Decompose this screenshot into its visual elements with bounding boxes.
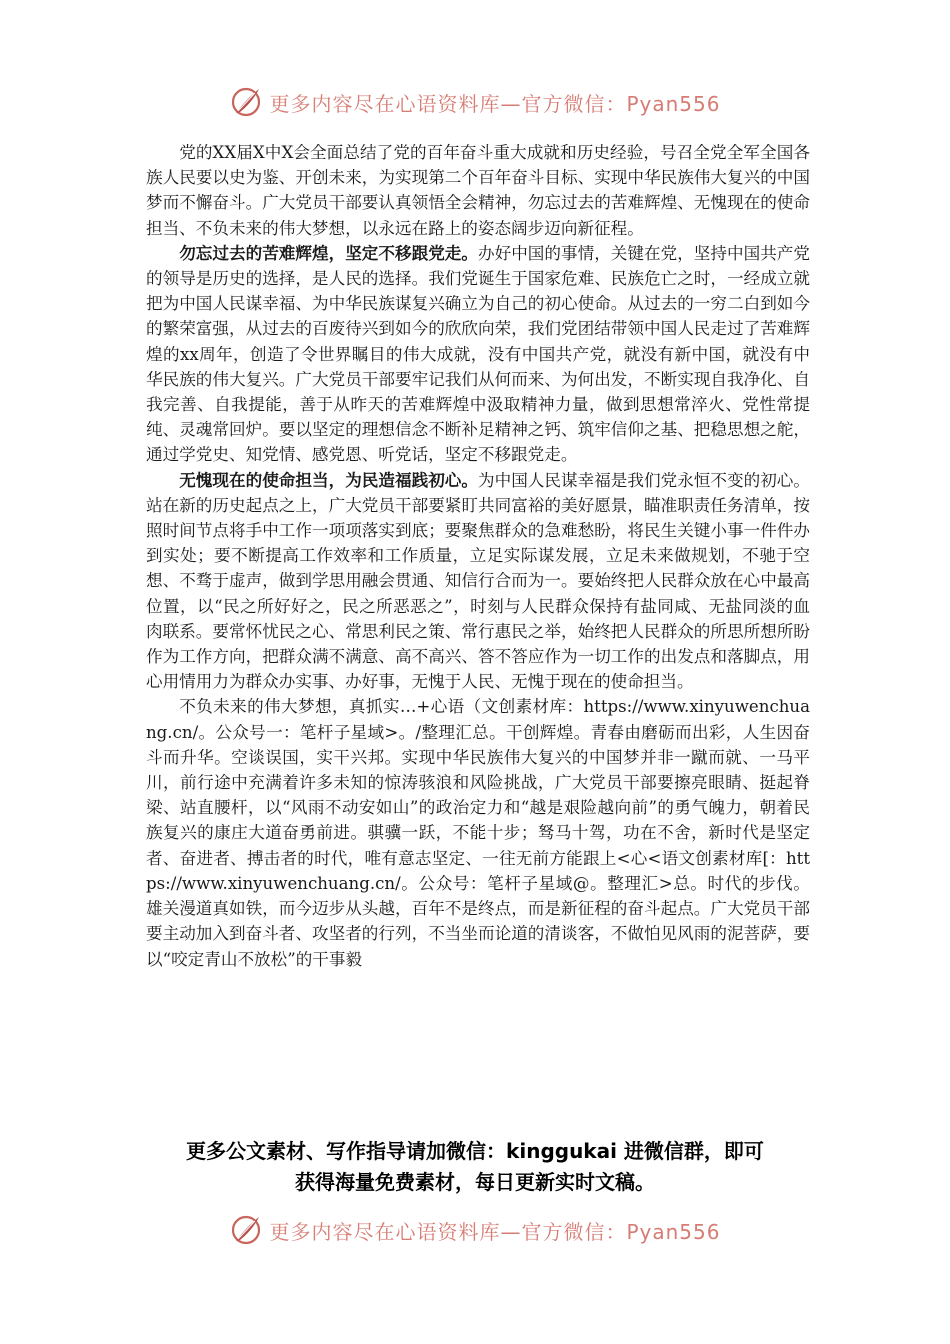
header-banner-text: 更多内容尽在心语资料库—官方微信：Pyan556 — [269, 91, 721, 116]
paragraph-text: 党的XX届X中X会全面总结了党的百年奋斗重大成就和历史经验，号召全党全军全国各族人民要以史为鉴、开创未来，为实现第二个百年奋斗目标、实现中华民族伟大复兴的中国梦而不懈奋斗。广大党员干部要认真领悟全会精神，勿忘过去的苦难辉煌、无愧现在的使命担当、不负未来的伟大梦想，以永远在路上的姿态阔步迈向新征程。 — [146, 143, 810, 238]
section-heading: 勿忘过去的苦难辉煌，坚定不移跟党走。 — [179, 243, 478, 263]
paragraph-section-3 — [146, 694, 810, 971]
footer-banner — [0, 1208, 950, 1252]
paragraph-section-1 — [146, 241, 810, 468]
article-body — [146, 140, 810, 972]
section-heading: 无愧现在的使命担当，为民造福践初心。 — [179, 470, 478, 490]
wechat-ad — [120, 1136, 830, 1198]
ad-line-1: 更多公文素材、写作指导请加微信：kinggukai 进微信群，即可 — [186, 1139, 764, 1163]
feather-pen-icon — [229, 1213, 263, 1247]
paragraph-text: 为中国人民谋幸福是我们党永恒不变的初心。站在新的历史起点之上，广大党员干部要紧盯共同富裕的美好愿景，瞄准职责任务清单，按照时间节点将手中工作一项项落实到底；要聚焦群众的急难愁盼，将民生关键小事一件件办到实处；要不断提高工作效率和工作质量，立足实际谋发展，立足未来做规划，不驰于空想、不骛于虚声，做到学思用融会贯通、知信行合而为一。要始终把人民群众放在心中最高位置，以“民之所好好之，民之所恶恶之”，时刻与人民群众保持有盐同咸、无盐同淡的血肉联系。要常怀忧民之心、常思利民之策、常行惠民之举，始终把人民群众的所思所想所盼作为工作方向，把群众满不满意、高不高兴、答不答应作为一切工作的出发点和落脚点，用心用情用力为群众办实事、办好事，无愧于人民、无愧于现在的使命担当。 — [146, 470, 811, 692]
paragraph-intro — [146, 140, 810, 241]
header-banner — [0, 80, 950, 124]
paragraph-section-2 — [146, 468, 810, 695]
footer-banner-text: 更多内容尽在心语资料库—官方微信：Pyan556 — [269, 1219, 721, 1244]
paragraph-text: 办好中国的事情，关键在党，坚持中国共产党的领导是历史的选择，是人民的选择。我们党诞生于国家危难、民族危亡之时，一经成立就把为中国人民谋幸福、为中华民族谋复兴确立为自己的初心使命。从过去的一穷二白到如今的繁荣富强，从过去的百废待兴到如今的欣欣向荣，我们党团结带领中国人民走过了苦难辉煌的xx周年，创造了令世界瞩目的伟大成就，没有中国共产党，就没有新中国，就没有中华民族的伟大复兴。广大党员干部要牢记我们从何而来、为何出发，不断实现自我净化、自我完善、自我提能，善于从昨天的苦难辉煌中汲取精神力量，做到思想常淬火、党性常提纯、灵魂常回炉。要以坚定的理想信念不断补足精神之钙、筑牢信仰之基、把稳思想之舵，通过学党史、知党情、感党恩、听党话，坚定不移跟党走。 — [146, 243, 811, 465]
feather-pen-icon — [229, 85, 263, 119]
paragraph-text: 不负未来的伟大梦想，真抓实…+心语（文创素材库：https://www.xinyuwenchuang.cn/。公众号一：笔杆子星域>。/整理汇总。干创辉煌。青春由磨砺而出彩，人生因奋斗而升华。空谈误国，实干兴邦。实现中华民族伟大复兴的中国梦并非一蹴而就、一马平川，前行途中充满着许多未知的惊涛骇浪和风险挑战，广大党员干部要擦亮眼睛、挺起脊梁、站直腰杆，以“风雨不动安如山”的政治定力和“越是艰险越向前”的勇气魄力，朝着民族复兴的康庄大道奋勇前进。骐骥一跃，不能十步；驽马十驾，功在不舍，新时代是坚定者、奋进者、搏击者的时代，唯有意志坚定、一往无前方能跟上<心<语文创素材库[：https://www.xinyuwenchuang.cn/。公众号：笔杆子星域@。整理汇>总。时代的步伐。雄关漫道真如铁，而今迈步从头越，百年不是终点，而是新征程的奋斗起点。广大党员干部要主动加入到奋斗者、攻坚者的行列，不当坐而论道的清谈客，不做怕见风雨的泥菩萨，要以“咬定青山不放松”的干事毅 — [146, 697, 810, 969]
ad-line-2: 获得海量免费素材，每日更新实时文稿。 — [295, 1170, 655, 1194]
